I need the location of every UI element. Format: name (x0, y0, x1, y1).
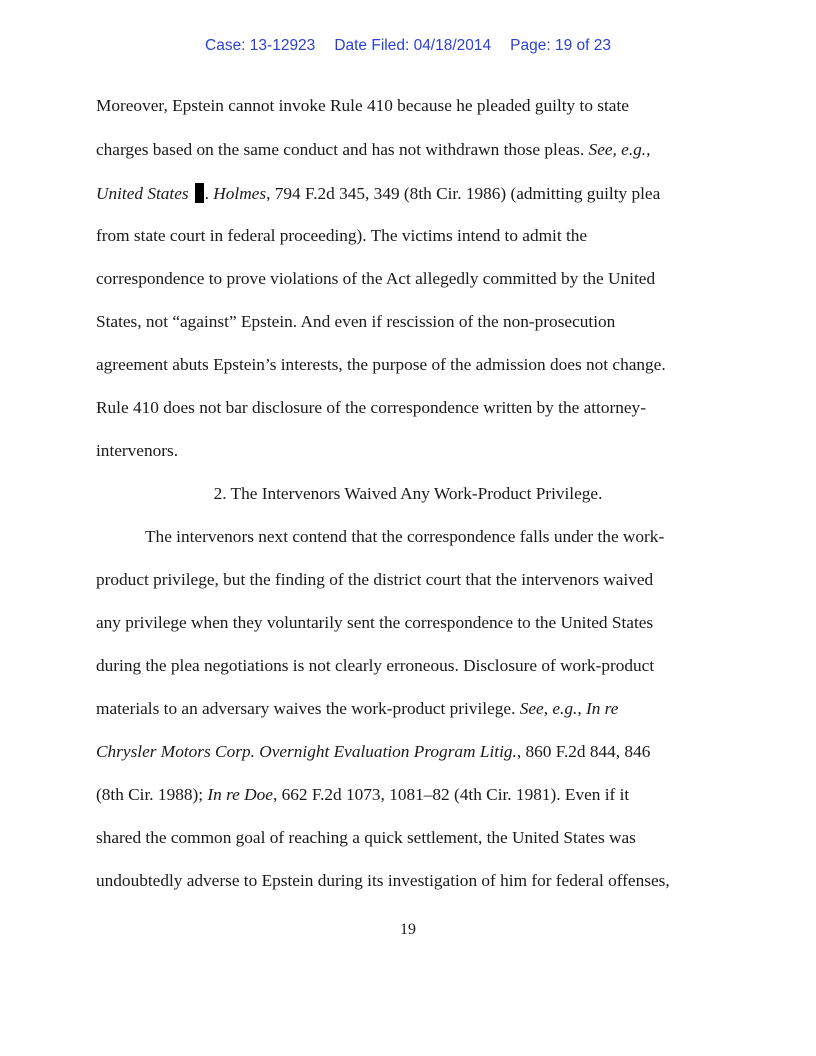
body-line-12: any privilege when they voluntarily sent the correspondence to the United States (96, 613, 654, 632)
body-line-5: correspondence to prove violations of the Act allegedly committed by the United (96, 269, 656, 288)
citation-signal: See, e.g., (588, 140, 651, 159)
page-number: 19 (400, 921, 416, 938)
body-text: , (577, 699, 586, 718)
case-header (0, 37, 816, 55)
body-line-8: Rule 410 does not bar disclosure of the correspondence written by the attorney- (96, 398, 646, 417)
body-line-10: The intervenors next contend that the correspondence falls under the work- (145, 527, 665, 546)
case-name-part: United States (96, 184, 189, 203)
body-line-11: product privilege, but the finding of the district court that the intervenors waived (96, 570, 654, 589)
body-text: , (543, 699, 553, 718)
case-name-part: Holmes (213, 184, 267, 203)
body-line-3 (96, 183, 660, 204)
case-name-part: In re Doe (207, 785, 273, 804)
body-line-7: agreement abuts Epstein’s interests, the purpose of the admission does not change. (96, 355, 666, 374)
citation-text: (8th Cir. 1988); (96, 785, 208, 804)
body-line-6: States, not “against” Epstein. And even if rescission of the non-prosecution (96, 312, 616, 331)
date-filed: Date Filed: 04/18/2014 (334, 37, 492, 54)
body-text: charges based on the same conduct and has not withdrawn those pleas. (96, 140, 589, 159)
section-heading: 2. The Intervenors Waived Any Work-Product Privilege. (213, 484, 603, 503)
body-line-14 (96, 699, 618, 719)
case-name-part: In re (585, 699, 619, 718)
citation-signal: e.g. (552, 699, 578, 718)
body-line-16 (96, 785, 629, 805)
page-count: Page: 19 of 23 (510, 37, 611, 54)
redaction-block (195, 183, 204, 203)
body-line-13: during the plea negotiations is not clearly erroneous. Disclosure of work-product (96, 656, 655, 675)
body-line-1: Moreover, Epstein cannot invoke Rule 410 because he pleaded guilty to state (96, 96, 629, 115)
body-line-15 (96, 742, 650, 762)
body-line-2 (96, 140, 650, 160)
citation-text: , 794 F.2d 345, 349 (8th Cir. 1986) (admitting guilty plea (266, 184, 661, 203)
body-line-4: from state court in federal proceeding). The victims intend to admit the (96, 226, 588, 245)
citation-text: , 662 F.2d 1073, 1081–82 (4th Cir. 1981). Even if it (272, 785, 630, 804)
case-name-part: Chrysler Motors Corp. Overnight Evaluation Program Litig. (96, 742, 517, 761)
citation-text: , 860 F.2d 844, 846 (516, 742, 651, 761)
citation-signal: See (519, 699, 544, 718)
body-line-18: undoubtedly adverse to Epstein during its investigation of him for federal offenses, (96, 871, 670, 890)
case-number: Case: 13-12923 (205, 37, 316, 54)
body-line-9: intervenors. (96, 441, 179, 460)
body-text: . (204, 184, 214, 203)
body-text: materials to an adversary waives the work-product privilege. (96, 699, 520, 718)
body-line-17: shared the common goal of reaching a quick settlement, the United States was (96, 828, 636, 847)
